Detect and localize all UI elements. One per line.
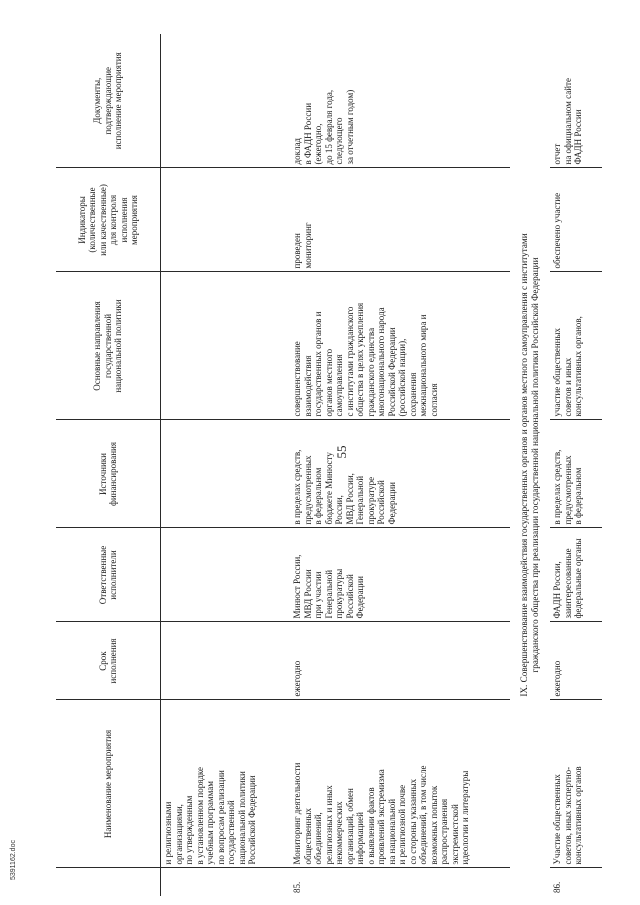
table-header-row bbox=[56, 34, 161, 896]
cell-line: взаимодействия bbox=[302, 355, 313, 417]
cell-line: до 15 февраля года, bbox=[323, 89, 334, 165]
cell-name bbox=[290, 700, 510, 868]
cell-number: 86. bbox=[552, 881, 562, 893]
cell-line: Наименование мероприятия bbox=[102, 729, 113, 839]
cell-indicators bbox=[550, 168, 602, 272]
cell-line: исполнение мероприятия bbox=[113, 52, 124, 150]
cell-line: в установленном порядке bbox=[194, 766, 205, 865]
cell-line: IX. Совершенствование взаимодействия государственных органов и органов местного самоуправления с институтами bbox=[519, 233, 529, 697]
cell-directions bbox=[550, 272, 602, 420]
header-indicators bbox=[56, 168, 161, 272]
cell-line: Источники bbox=[97, 453, 108, 495]
cell-line: исполнения bbox=[108, 638, 118, 684]
cell-line: национальной политики bbox=[236, 771, 247, 865]
table-row-86 bbox=[550, 34, 602, 896]
cell-line: предусмотренных bbox=[302, 455, 313, 525]
cell-number: 85. bbox=[292, 881, 302, 893]
cell-line: в пределах средств, bbox=[292, 449, 302, 525]
cell-line: некоммерческих bbox=[334, 801, 344, 865]
cell-line: советов, иных экспертно- bbox=[562, 766, 573, 865]
cell-line: сохранения bbox=[407, 372, 418, 417]
table-row-85 bbox=[290, 34, 510, 896]
cell-line: государственной bbox=[226, 800, 236, 865]
cell-line: Российской bbox=[376, 480, 386, 525]
cell-funding bbox=[290, 420, 510, 528]
cell-line: с институтами гражданского bbox=[344, 306, 355, 417]
cell-line: государственной bbox=[102, 313, 113, 379]
cell-line: Документы, bbox=[92, 77, 103, 124]
cell-line: общества в целях укрепления bbox=[355, 302, 365, 417]
cell-line: Генеральной bbox=[323, 569, 334, 619]
cell-line: прокуратуры bbox=[334, 568, 344, 619]
cell-line: ФАДН России, bbox=[552, 561, 562, 619]
cell-line: советов и иных bbox=[562, 357, 573, 417]
cell-line: Мониторинг деятельности bbox=[292, 762, 302, 865]
header-funding bbox=[56, 420, 161, 528]
cell-line: государственных органов и bbox=[313, 311, 323, 417]
cell-line: в федеральном bbox=[313, 467, 323, 525]
cell-line: религиозных и иных bbox=[323, 785, 334, 865]
cell-line: со стороны указанных bbox=[407, 778, 418, 865]
cell-line: или качественные) bbox=[97, 184, 108, 256]
cell-line: за отчетным годом) bbox=[344, 89, 355, 165]
header-documents bbox=[56, 34, 161, 168]
cell-line: России, bbox=[334, 495, 344, 525]
cell-line: финансирования bbox=[108, 442, 118, 506]
cell-line: заинтересованные bbox=[562, 548, 573, 619]
cell-line: проявлений экстремизма bbox=[376, 769, 386, 865]
cell-line: проведен bbox=[292, 233, 302, 269]
cell-line: мониторинг bbox=[302, 222, 313, 269]
header-term bbox=[56, 622, 161, 700]
cell-funding bbox=[550, 420, 602, 528]
cell-line: в пределах средств, bbox=[552, 449, 562, 525]
cell-documents bbox=[550, 34, 602, 168]
cell-line: на официальном сайте bbox=[562, 78, 573, 165]
cell-line: самоуправления bbox=[334, 354, 344, 417]
cell-line: о выявлении фактов bbox=[365, 787, 376, 865]
cell-line: по утвержденным bbox=[184, 795, 194, 865]
header-responsible bbox=[56, 528, 161, 622]
cell-line: и религиозной почве bbox=[397, 784, 407, 865]
cell-line: гражданского единства bbox=[365, 327, 376, 417]
cell-line: участие общественных bbox=[552, 327, 562, 417]
cell-line: федеральные органы bbox=[573, 538, 583, 619]
cell-line: и религиозными bbox=[163, 801, 173, 865]
table-row-continuation bbox=[161, 34, 291, 896]
cell-number bbox=[161, 868, 291, 896]
cell-line: национальной политики bbox=[113, 299, 124, 393]
cell-line: гражданского общества при реализации государственной национальной политики Российской Федерации bbox=[530, 257, 540, 673]
cell-line: распространения bbox=[439, 798, 449, 865]
cell-name bbox=[550, 700, 602, 868]
cell-line: Ответственные bbox=[97, 545, 108, 605]
cell-line: Основные направления bbox=[92, 301, 103, 391]
page-number: 55 bbox=[334, 445, 349, 459]
cell-line: (количественные bbox=[87, 187, 97, 253]
cell-line: Федерации bbox=[386, 481, 397, 525]
header-number bbox=[56, 868, 161, 896]
cell-line: следующего bbox=[334, 117, 344, 165]
header-name bbox=[56, 700, 161, 868]
cell-line: согласия bbox=[428, 383, 439, 417]
cell-directions bbox=[290, 272, 510, 420]
cell-line: объединений, bbox=[313, 812, 323, 865]
cell-line: Срок bbox=[97, 651, 108, 671]
cell-documents bbox=[290, 34, 510, 168]
cell-line: по вопросам реализации bbox=[215, 770, 226, 865]
cell-line: прокуратуре bbox=[365, 476, 376, 525]
cell-indicators bbox=[290, 168, 510, 272]
cell-line: в федеральном bbox=[573, 467, 583, 525]
cell-line: ежегодно bbox=[292, 660, 302, 697]
cell-term bbox=[550, 622, 602, 700]
cell-line: подтверждающие bbox=[102, 66, 113, 135]
cell-line: Российской Федерации bbox=[386, 327, 397, 417]
cell-line: Российской Федерации bbox=[247, 775, 257, 865]
cell-line: информацией bbox=[355, 812, 365, 865]
cell-line: учебным программам bbox=[205, 781, 215, 865]
cell-line: на национальной bbox=[386, 798, 397, 865]
cell-line: бюджете Минюсту bbox=[323, 452, 334, 525]
cell-line: для контроля bbox=[108, 194, 118, 246]
cell-line: Российской bbox=[344, 574, 355, 619]
cell-line: предусмотренных bbox=[562, 455, 573, 525]
cell-line: (ежегодно, bbox=[313, 123, 323, 165]
cell-line: МВД России bbox=[302, 569, 313, 619]
cell-responsible bbox=[290, 528, 510, 622]
cell-line: Индикаторы bbox=[76, 196, 87, 244]
cell-line: (российской нации), bbox=[397, 338, 407, 417]
cell-line: организаций, обмен bbox=[344, 788, 355, 865]
cell-line: обеспечено участие bbox=[552, 192, 562, 269]
cell-responsible bbox=[550, 528, 602, 622]
cell-line: многонационального народа bbox=[376, 307, 386, 417]
section-heading-row bbox=[510, 34, 550, 896]
cell-line: Генеральной bbox=[355, 475, 365, 525]
footer-doc-code: 5391162.doc bbox=[10, 840, 17, 880]
cell-name bbox=[161, 700, 291, 868]
cell-line: общественных bbox=[302, 807, 313, 865]
cell-line: ежегодно bbox=[552, 660, 562, 697]
cell-line: исполнители bbox=[108, 550, 118, 600]
cell-line: МВД России, bbox=[344, 473, 355, 525]
cell-line: консультативных органов bbox=[573, 766, 583, 865]
cell-line: идеологии и литературы bbox=[460, 770, 470, 865]
header-directions bbox=[56, 272, 161, 420]
cell-line: ФАДН России bbox=[573, 109, 583, 165]
cell-line: совершенствование bbox=[292, 341, 302, 417]
cell-line: доклад bbox=[292, 137, 302, 165]
plan-table bbox=[56, 34, 584, 896]
cell-line: организациями, bbox=[173, 804, 184, 865]
cell-line: Минюст России, bbox=[292, 554, 302, 619]
cell-line: исполнения bbox=[118, 197, 129, 243]
cell-term bbox=[290, 622, 510, 700]
cell-line: возможных попыток bbox=[428, 785, 439, 865]
cell-line: объединений, в том числе bbox=[418, 765, 428, 865]
cell-line: органов местного bbox=[323, 348, 334, 417]
cell-line: Участие общественных bbox=[552, 774, 562, 865]
cell-line: мероприятия bbox=[129, 195, 139, 245]
cell-line: Федерации bbox=[355, 575, 365, 619]
cell-line: отчет bbox=[552, 143, 562, 165]
cell-line: при участии bbox=[313, 571, 323, 619]
cell-line: межнационального мира и bbox=[418, 314, 428, 417]
cell-line: консультативных органов, bbox=[573, 316, 583, 417]
cell-line: экстремистской bbox=[449, 804, 460, 865]
cell-line: в ФАДН России bbox=[302, 102, 313, 165]
section-heading bbox=[510, 34, 550, 896]
